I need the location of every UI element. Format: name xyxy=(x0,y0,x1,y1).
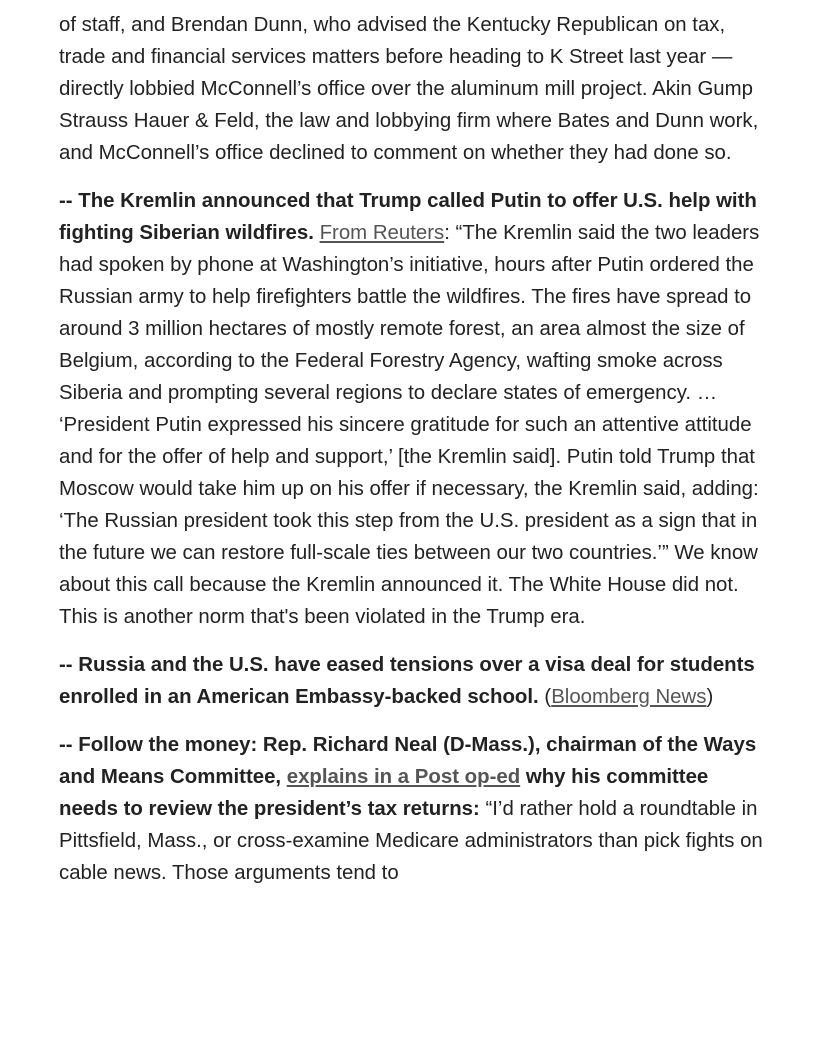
bloomberg-news-link[interactable]: Bloomberg News xyxy=(551,686,707,708)
paragraph-headline: -- The Kremlin announced that Trump called Putin to offer U.S. help with fighting Siberian wildfires. xyxy=(59,190,757,244)
reuters-link[interactable]: From Reuters xyxy=(319,222,445,244)
paragraph-follow-the-money xyxy=(59,729,764,889)
post-op-ed-link[interactable]: explains in a Post op-ed xyxy=(286,766,521,788)
paragraph-headline-start: -- Follow the money: Rep. Richard Neal (D-Mass.), chairman of the Ways and Means Committee, xyxy=(59,734,757,788)
paragraph-mcconnell-lobbying xyxy=(59,9,764,169)
close-paren: ) xyxy=(706,686,714,708)
paragraph-text: of staff, and Brendan Dunn, who advised the Kentucky Republican on tax, trade and financial services matters before heading to K Street last year — directly lobbied McConnell’s office over the aluminum mill project. Akin Gump Strauss Hauer & Feld, the law and lobbying firm where Bates and Dunn work, and McConnell’s office declined to comment on whether they had done so. xyxy=(59,14,759,164)
paragraph-headline-end: why his committee needs to review the president’s tax returns: xyxy=(59,766,709,820)
paragraph-text: “I’d rather hold a roundtable in Pittsfield, Mass., or cross-examine Medicare administrators than pick fights on cable news. Those arguments tend to xyxy=(59,798,763,884)
article-body xyxy=(59,9,764,905)
paragraph-headline: -- Russia and the U.S. have eased tensions over a visa deal for students enrolled in an American Embassy-backed school. xyxy=(59,654,755,708)
paragraph-kremlin-call xyxy=(59,185,764,633)
paragraph-visa-deal xyxy=(59,649,764,713)
open-paren: ( xyxy=(544,686,552,708)
paragraph-text: : “The Kremlin said the two leaders had spoken by phone at Washington’s initiative, hours after Putin ordered the Russian army to help firefighters battle the wildfires. The fires have spread to around 3 million hectares of mostly remote forest, an area almost the size of Belgium, according to the Federal Forestry Agency, wafting smoke across Siberia and prompting several regions to declare states of emergency. … ‘President Putin expressed his sincere gratitude for such an attentive attitude and for the offer of help and support,’ [the Kremlin said]. Putin told Trump that Moscow would take him up on his offer if necessary, the Kremlin said, adding: ‘The Russian president took this step from the U.S. president as a sign that in the future we can restore full-scale ties between our two countries.’” We know about this call because the Kremlin announced it. The White House did not. This is another norm that's been violated in the Trump era. xyxy=(59,222,760,628)
